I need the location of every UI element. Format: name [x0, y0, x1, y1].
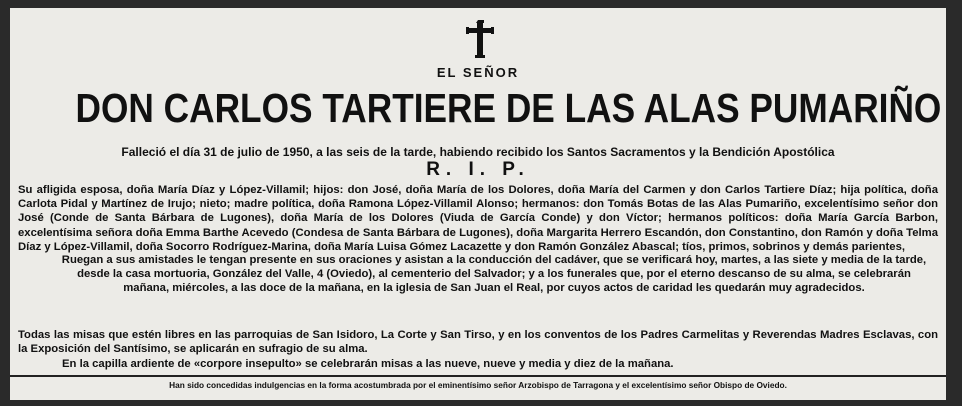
title-prefix: EL SEÑOR — [436, 65, 520, 80]
cross-icon — [466, 20, 496, 60]
divider — [10, 375, 946, 377]
family-paragraph: Su afligida esposa, doña María Díaz y López-Villamil; hijos: don José, doña María de los Dolores, doña María del Carmen y don Carlos Tartiere Díaz; hija política, doña Carlota Pidal y Martínez de Irujo; nieto; madre política, doña Ramona López-Villamil Alonso; hermanos: don Tomás Botas de las Alas Pumariño, excelentísimo señor don José (Conde de Santa Bárbara de Lugones), doña María de los Dolores (Viuda de García Conde) y don Víctor; hermanos políticos: doña María García Barbon, excelentísima señora doña Emma Barthe Acevedo (Condesa de Santa Bárbara de Lugones), doña Margarita Herrero Escandón, don Constantino, don Ramón y doña Telma Díaz y López-Villamil, doña Socorro Rodríguez-Marina, doña María Luisa Gómez Lacazette y don Ramón González Abascal; tíos, primos, sobrinos y demás parientes, — [18, 184, 938, 253]
death-notice — [10, 8, 946, 400]
death-date-line: Falleció el día 31 de julio de 1950, a las seis de la tarde, habiendo recibido los Santos Sacramentos y la Bendición Apostólica — [121, 145, 835, 159]
indulgences-note: Han sido concedidas indulgencias en la forma acostumbrada por el eminentísimo señor Arzobispo de Tarragona y el excelentísimo señor Obispo de Oviedo. — [169, 380, 787, 390]
masses-paragraph: Todas las misas que estén libres en las parroquias de San Isidoro, La Corte y San Tirso, y en los conventos de los Padres Carmelitas y Reverendas Madres Esclavas, con la Exposición del Santísimo, se aplicarán en sufragio de su alma. — [18, 329, 938, 356]
chapel-paragraph: En la capilla ardiente de «corpore insepulto» se celebrarán misas a las nueve, nueve y media y diez de la mañana. — [62, 358, 674, 370]
invitation-paragraph: Ruegan a sus amistades le tengan presente en sus oraciones y asistan a la conducción del cadáver, que se verificará hoy, martes, a las siete y media de la tarde, desde la casa mortuoria, González del Valle, 4 (Oviedo), al cementerio del Salvador; y a los funerales que, por el eterno descanso de su alma, se celebrarán mañana, miércoles, a las doce de la mañana, en la iglesia de San Juan el Real, por cuyos actos de caridad les quedarán muy agradecidos. — [61, 254, 927, 295]
deceased-name: DON CARLOS TARTIERE DE LAS ALAS PUMARIÑO — [75, 85, 942, 131]
rip-text: R. I. P. — [426, 159, 530, 180]
